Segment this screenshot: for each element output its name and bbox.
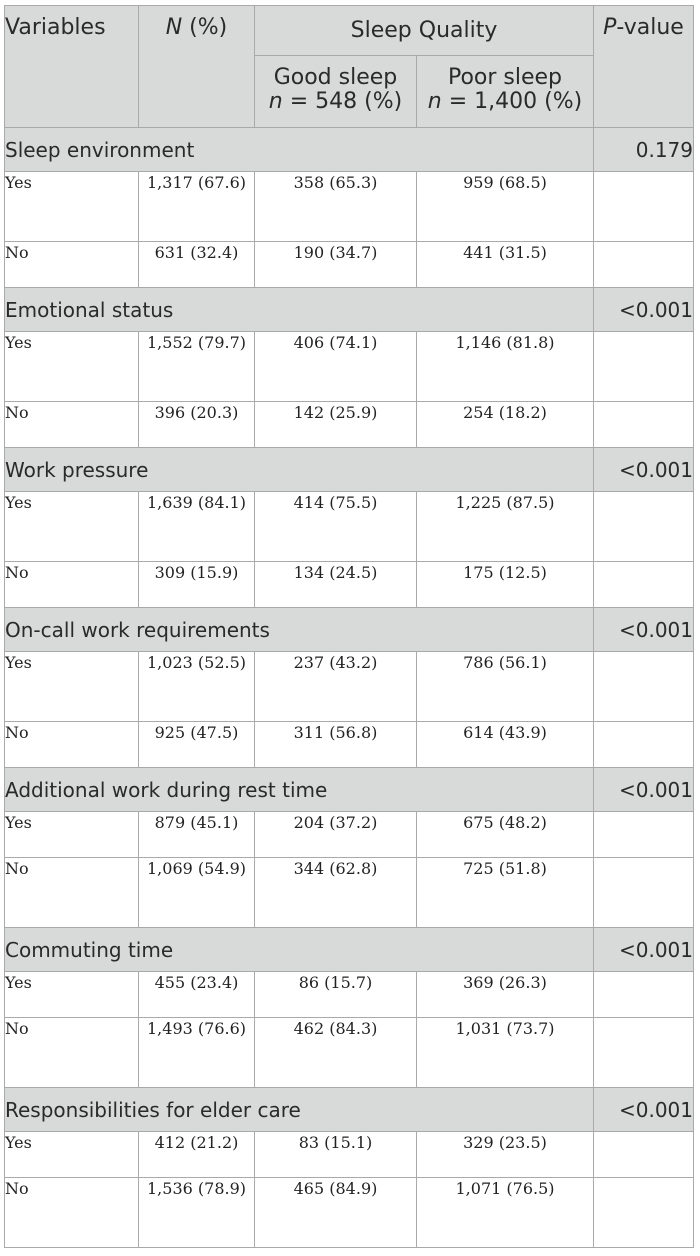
cell-p-value bbox=[594, 242, 694, 288]
cell-n-percent: 455 (23.4) bbox=[139, 972, 255, 1018]
section-p-value: <0.001 bbox=[594, 1088, 694, 1132]
cell-p-value bbox=[594, 972, 694, 1018]
section-row bbox=[5, 288, 694, 332]
cell-good-sleep: 142 (25.9) bbox=[255, 402, 417, 448]
cell-poor-sleep: 1,225 (87.5) bbox=[417, 492, 594, 562]
table-row bbox=[5, 1178, 694, 1248]
cell-poor-sleep: 254 (18.2) bbox=[417, 402, 594, 448]
cell-p-value bbox=[594, 1178, 694, 1248]
row-label: No bbox=[5, 242, 139, 288]
cell-good-sleep: 190 (34.7) bbox=[255, 242, 417, 288]
section-row bbox=[5, 768, 694, 812]
table-row bbox=[5, 812, 694, 858]
sleep-quality-table bbox=[4, 5, 694, 1248]
cell-poor-sleep: 786 (56.1) bbox=[417, 652, 594, 722]
table-row bbox=[5, 972, 694, 1018]
cell-poor-sleep: 1,146 (81.8) bbox=[417, 332, 594, 402]
cell-poor-sleep: 725 (51.8) bbox=[417, 858, 594, 928]
cell-good-sleep: 344 (62.8) bbox=[255, 858, 417, 928]
cell-p-value bbox=[594, 402, 694, 448]
cell-p-value bbox=[594, 858, 694, 928]
row-label: No bbox=[5, 402, 139, 448]
cell-poor-sleep: 959 (68.5) bbox=[417, 172, 594, 242]
table-row bbox=[5, 1132, 694, 1178]
table-row bbox=[5, 332, 694, 402]
cell-n-percent: 1,317 (67.6) bbox=[139, 172, 255, 242]
row-label: Yes bbox=[5, 492, 139, 562]
cell-n-percent: 1,493 (76.6) bbox=[139, 1018, 255, 1088]
row-label: No bbox=[5, 858, 139, 928]
header-sleep-quality: Sleep Quality bbox=[255, 6, 594, 56]
section-row bbox=[5, 448, 694, 492]
row-label: Yes bbox=[5, 172, 139, 242]
cell-p-value bbox=[594, 1018, 694, 1088]
table-row bbox=[5, 492, 694, 562]
row-label: No bbox=[5, 722, 139, 768]
cell-good-sleep: 465 (84.9) bbox=[255, 1178, 417, 1248]
cell-good-sleep: 86 (15.7) bbox=[255, 972, 417, 1018]
cell-n-percent: 412 (21.2) bbox=[139, 1132, 255, 1178]
section-row bbox=[5, 128, 694, 172]
section-row bbox=[5, 608, 694, 652]
cell-p-value bbox=[594, 812, 694, 858]
cell-good-sleep: 462 (84.3) bbox=[255, 1018, 417, 1088]
cell-n-percent: 396 (20.3) bbox=[139, 402, 255, 448]
cell-n-percent: 1,639 (84.1) bbox=[139, 492, 255, 562]
section-title: Additional work during rest time bbox=[5, 768, 594, 812]
cell-n-percent: 1,069 (54.9) bbox=[139, 858, 255, 928]
cell-good-sleep: 83 (15.1) bbox=[255, 1132, 417, 1178]
table-row bbox=[5, 562, 694, 608]
cell-poor-sleep: 329 (23.5) bbox=[417, 1132, 594, 1178]
section-title: Work pressure bbox=[5, 448, 594, 492]
section-title: Commuting time bbox=[5, 928, 594, 972]
section-row bbox=[5, 1088, 694, 1132]
header-variables: Variables bbox=[5, 6, 139, 128]
header-p-value: P-value bbox=[594, 6, 694, 128]
table-row bbox=[5, 1018, 694, 1088]
table-row bbox=[5, 652, 694, 722]
cell-n-percent: 631 (32.4) bbox=[139, 242, 255, 288]
section-p-value: <0.001 bbox=[594, 288, 694, 332]
cell-poor-sleep: 175 (12.5) bbox=[417, 562, 594, 608]
section-title: On-call work requirements bbox=[5, 608, 594, 652]
cell-good-sleep: 414 (75.5) bbox=[255, 492, 417, 562]
row-label: No bbox=[5, 1178, 139, 1248]
row-label: Yes bbox=[5, 1132, 139, 1178]
row-label: No bbox=[5, 562, 139, 608]
table-row bbox=[5, 172, 694, 242]
row-label: Yes bbox=[5, 972, 139, 1018]
row-label: Yes bbox=[5, 652, 139, 722]
cell-good-sleep: 406 (74.1) bbox=[255, 332, 417, 402]
cell-n-percent: 879 (45.1) bbox=[139, 812, 255, 858]
cell-poor-sleep: 1,031 (73.7) bbox=[417, 1018, 594, 1088]
table-row bbox=[5, 858, 694, 928]
cell-poor-sleep: 1,071 (76.5) bbox=[417, 1178, 594, 1248]
cell-poor-sleep: 675 (48.2) bbox=[417, 812, 594, 858]
cell-good-sleep: 311 (56.8) bbox=[255, 722, 417, 768]
section-row bbox=[5, 928, 694, 972]
table-body bbox=[5, 128, 694, 1248]
section-title: Responsibilities for elder care bbox=[5, 1088, 594, 1132]
cell-good-sleep: 358 (65.3) bbox=[255, 172, 417, 242]
cell-n-percent: 1,536 (78.9) bbox=[139, 1178, 255, 1248]
cell-p-value bbox=[594, 492, 694, 562]
table-row bbox=[5, 722, 694, 768]
cell-poor-sleep: 369 (26.3) bbox=[417, 972, 594, 1018]
cell-p-value bbox=[594, 652, 694, 722]
row-label: No bbox=[5, 1018, 139, 1088]
section-p-value: <0.001 bbox=[594, 768, 694, 812]
cell-n-percent: 1,552 (79.7) bbox=[139, 332, 255, 402]
cell-p-value bbox=[594, 172, 694, 242]
cell-p-value bbox=[594, 332, 694, 402]
cell-poor-sleep: 441 (31.5) bbox=[417, 242, 594, 288]
cell-poor-sleep: 614 (43.9) bbox=[417, 722, 594, 768]
table-row bbox=[5, 242, 694, 288]
table-row bbox=[5, 402, 694, 448]
cell-good-sleep: 237 (43.2) bbox=[255, 652, 417, 722]
cell-n-percent: 1,023 (52.5) bbox=[139, 652, 255, 722]
header-good-sleep: Good sleep n = 548 (%) bbox=[255, 56, 417, 128]
cell-good-sleep: 134 (24.5) bbox=[255, 562, 417, 608]
row-label: Yes bbox=[5, 332, 139, 402]
section-p-value: <0.001 bbox=[594, 608, 694, 652]
section-title: Emotional status bbox=[5, 288, 594, 332]
header-poor-sleep: Poor sleep n = 1,400 (%) bbox=[417, 56, 594, 128]
cell-p-value bbox=[594, 562, 694, 608]
section-p-value: 0.179 bbox=[594, 128, 694, 172]
cell-p-value bbox=[594, 722, 694, 768]
cell-p-value bbox=[594, 1132, 694, 1178]
cell-n-percent: 309 (15.9) bbox=[139, 562, 255, 608]
section-title: Sleep environment bbox=[5, 128, 594, 172]
cell-n-percent: 925 (47.5) bbox=[139, 722, 255, 768]
cell-good-sleep: 204 (37.2) bbox=[255, 812, 417, 858]
section-p-value: <0.001 bbox=[594, 928, 694, 972]
section-p-value: <0.001 bbox=[594, 448, 694, 492]
row-label: Yes bbox=[5, 812, 139, 858]
header-n-percent: N (%) bbox=[139, 6, 255, 128]
